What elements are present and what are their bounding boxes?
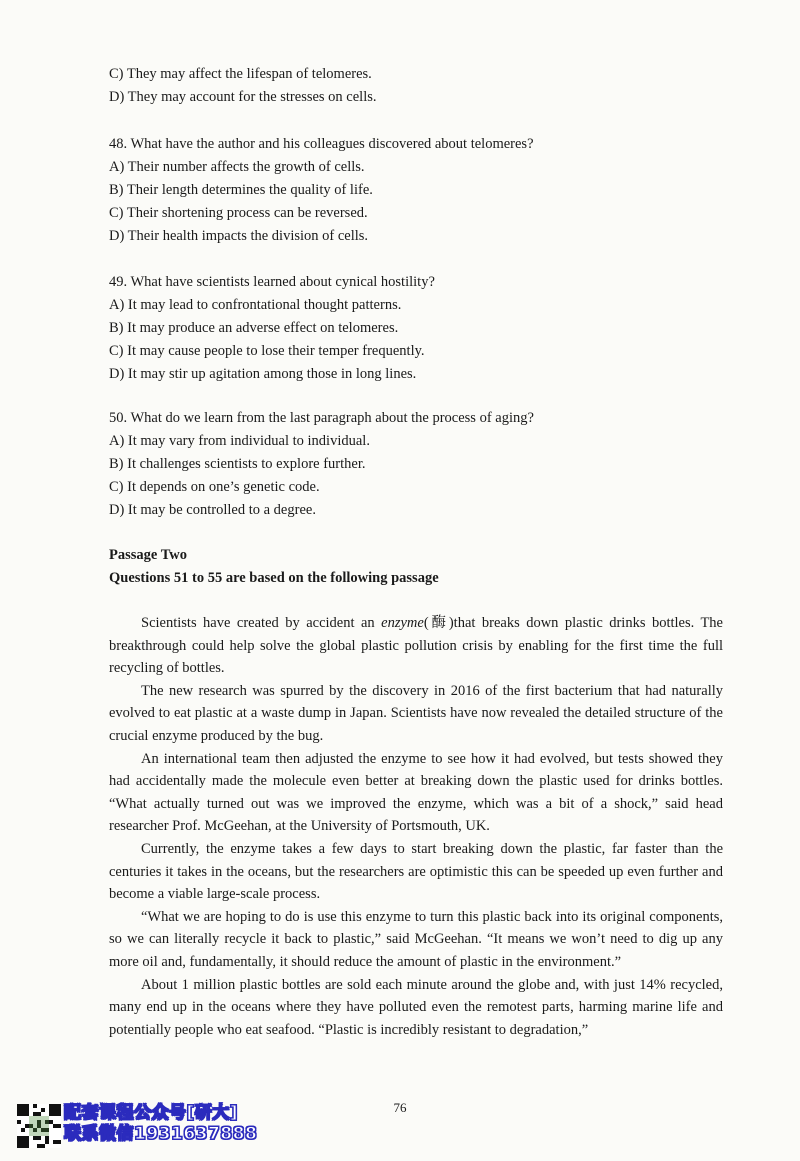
passage-subtitle: Questions 51 to 55 are based on the following passage [109, 570, 439, 586]
footer-banner [64, 1103, 257, 1145]
option-c: C) It may cause people to lose their temper frequently. [109, 343, 425, 359]
question-stem: 48. What have the author and his colleagues discovered about telomeres? [109, 136, 534, 152]
banner-line-1: 配套课程公众号[研大] [64, 1103, 239, 1123]
enzyme-term: enzyme [381, 615, 424, 631]
option-d: D) They may account for the stresses on cells. [109, 89, 377, 105]
option-b: B) Their length determines the quality of life. [109, 182, 373, 198]
passage-paragraph: Currently, the enzyme takes a few days to start breaking down the plastic, far faster than the centuries it takes in the oceans, but the researchers are optimistic this can be speeded up even further and become a viable large-scale process. [109, 840, 723, 903]
option-b: B) It challenges scientists to explore further. [109, 456, 366, 472]
passage-paragraph: “What we are hoping to do is use this enzyme to turn this plastic back into its original components, so we can literally recycle it back to plastic,” said McGeehan. “It means we won’t need to dig up any more oil and, fundamentally, it should reduce the amount of plastic in the environment.” [109, 908, 723, 970]
question-49 [109, 271, 723, 386]
option-a: A) It may vary from individual to individual. [109, 433, 370, 449]
passage-paragraph: Scientists have created by accident an enzyme(酶)that breaks down plastic drinks bottles. The breakthrough could help solve the global plastic pollution crisis by enabling for the first time the full recycling of bottles. [109, 615, 723, 677]
passage-title: Passage Two [109, 547, 188, 563]
question-stem: 50. What do we learn from the last paragraph about the process of aging? [109, 410, 534, 426]
option-c: C) Their shortening process can be reversed. [109, 205, 368, 221]
passage-paragraph: The new research was spurred by the discovery in 2016 of the first bacterium that had naturally evolved to eat plastic at a waste dump in Japan. Scientists have now revealed the detailed structure of the crucial enzyme produced by the bug. [109, 682, 723, 744]
option-c: C) It depends on one’s genetic code. [109, 479, 320, 495]
question-50 [109, 407, 723, 522]
option-d: D) Their health impacts the division of cells. [109, 228, 369, 244]
question-stem: 49. What have scientists learned about cynical hostility? [109, 274, 435, 290]
page-number: 76 [393, 1100, 407, 1115]
passage-paragraph: An international team then adjusted the enzyme to see how it had evolved, but tests showed they had accidentally made the molecule even better at breaking down the plastic used for drinks bottles. “What actually turned out was we improved the enzyme, which was a bit of a shock,” said head researcher Prof. McGeehan, at the University of Portsmouth, UK. [109, 750, 723, 835]
passage-paragraph: About 1 million plastic bottles are sold each minute around the globe and, with just 14% recycled, many end up in the oceans where they have polluted even the remotest parts, harming marine life and potentially people who eat seafood. “Plastic is incredibly resistant to degradation,” [109, 976, 723, 1038]
passage-body [109, 612, 723, 1041]
option-d: D) It may be controlled to a degree. [109, 502, 316, 518]
passage-header [109, 544, 723, 590]
option-b: B) It may produce an adverse effect on telomeres. [109, 320, 399, 336]
option-a: A) It may lead to confrontational thought patterns. [109, 297, 402, 313]
option-c: C) They may affect the lifespan of telomeres. [109, 66, 372, 82]
option-a: A) Their number affects the growth of cells. [109, 159, 365, 175]
option-d: D) It may stir up agitation among those in long lines. [109, 366, 417, 382]
banner-line-2: 联系微信1931637888 [64, 1124, 258, 1144]
qr-code-icon [17, 1104, 61, 1148]
question-48 [109, 133, 723, 248]
question-47-options [109, 63, 723, 109]
